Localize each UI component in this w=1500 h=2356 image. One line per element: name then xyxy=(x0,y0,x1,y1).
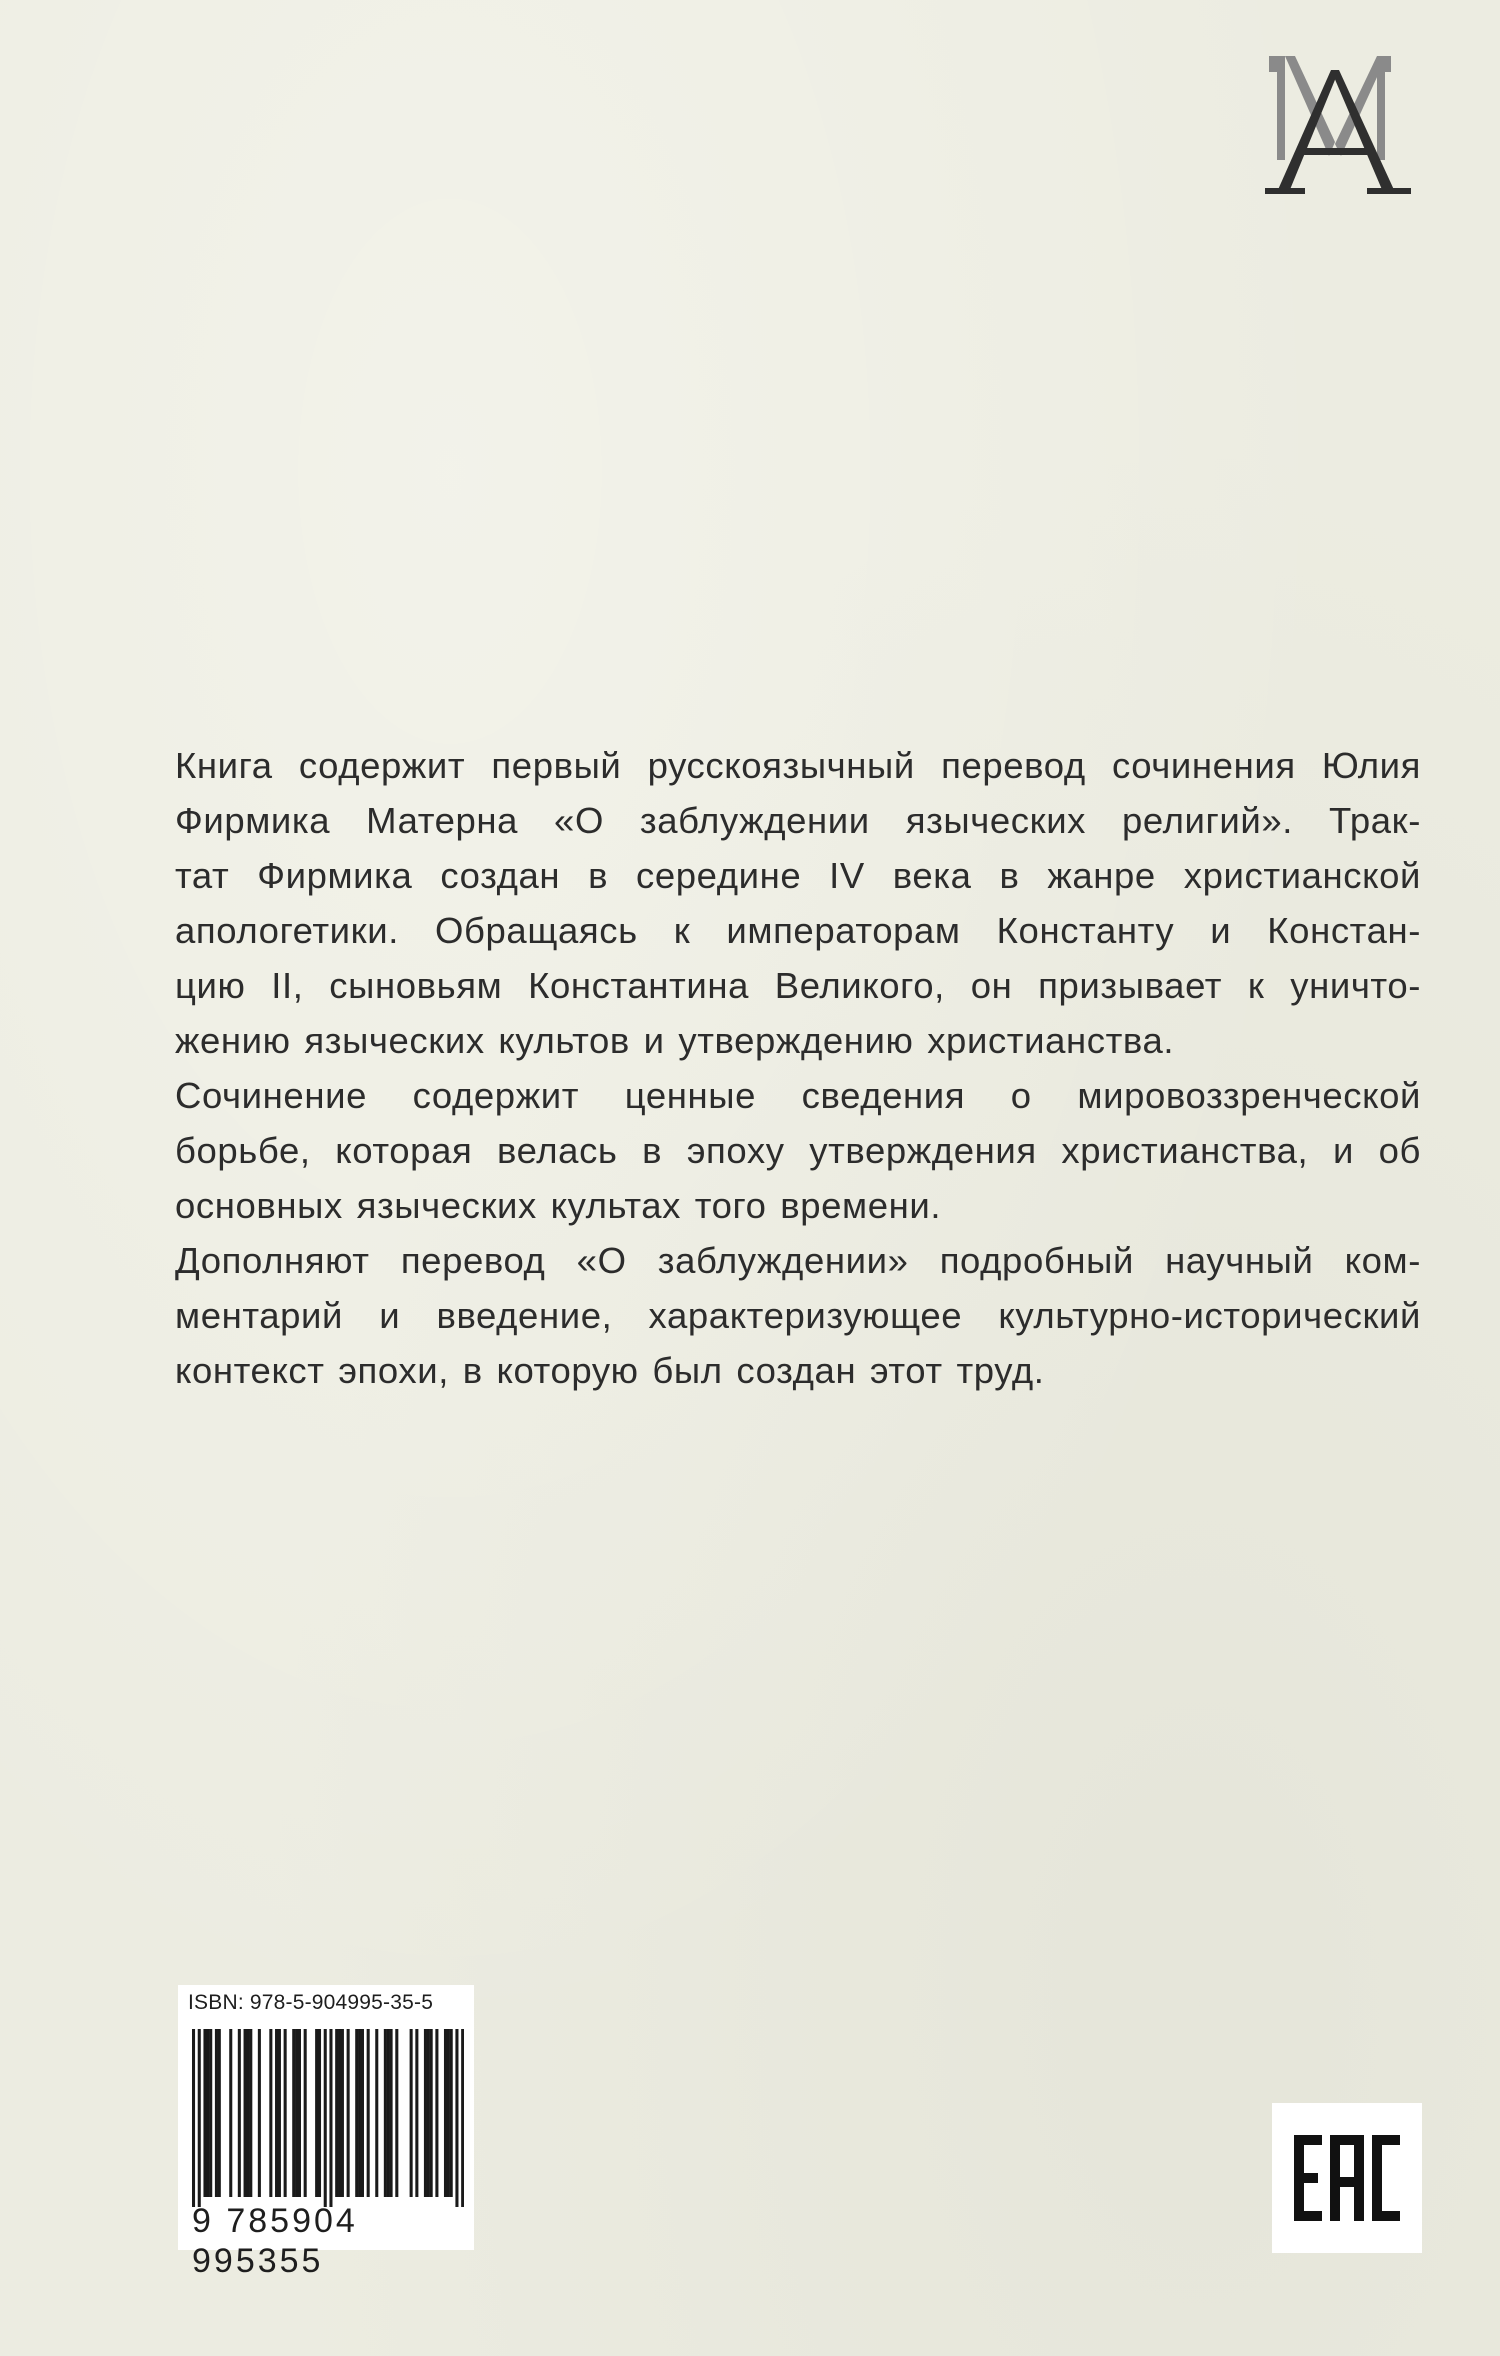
barcode-bar xyxy=(249,2029,252,2197)
barcode-bar xyxy=(338,2029,341,2197)
barcode-bar xyxy=(355,2029,358,2197)
barcode-bar xyxy=(384,2029,387,2197)
annotation-paragraph xyxy=(175,1233,1421,1398)
barcode-bar xyxy=(435,2029,438,2197)
barcode-bar xyxy=(304,2029,307,2197)
publisher-logo xyxy=(1255,50,1415,200)
barcode-bar xyxy=(203,2029,206,2197)
barcode-bar xyxy=(335,2029,338,2197)
text-line: борьбе, которая велась в эпоху утверждения христианства, и об xyxy=(175,1130,1421,1171)
barcode-bar xyxy=(298,2029,301,2197)
barcode-bar xyxy=(238,2029,241,2197)
publisher-am-monogram-icon xyxy=(1255,50,1415,200)
barcode-bar xyxy=(358,2029,361,2197)
barcode-bar xyxy=(395,2029,398,2197)
isbn-barcode xyxy=(178,1985,474,2280)
text-line: Фирмика Матерна «О заблуждении языческих религий». Трак- xyxy=(175,800,1421,841)
annotation-paragraph xyxy=(175,738,1421,1068)
text-line: основных языческих культах того времени. xyxy=(175,1185,942,1226)
barcode-digits: 9 785904 995355 xyxy=(192,2202,358,2280)
annotation-paragraph xyxy=(175,1068,1421,1233)
barcode-bar xyxy=(427,2029,430,2197)
barcode-bar xyxy=(415,2029,418,2197)
barcode-bar xyxy=(292,2029,295,2197)
barcode-bar xyxy=(318,2029,321,2197)
barcode-bar xyxy=(278,2029,281,2197)
isbn-label: ISBN: 978-5-904995-35-5 xyxy=(188,1991,434,2014)
eac-mark xyxy=(1272,2103,1422,2253)
barcode-bar xyxy=(455,2029,458,2207)
barcode-bar xyxy=(347,2029,350,2197)
barcode-bar xyxy=(375,2029,378,2197)
barcode-bar xyxy=(461,2029,464,2207)
barcode-bar xyxy=(209,2029,212,2197)
text-line: тат Фирмика создан в середине IV века в жанре христианской xyxy=(175,855,1421,896)
text-line: контекст эпохи, в которую был создан этот труд. xyxy=(175,1350,1045,1391)
barcode-bar xyxy=(192,2029,195,2207)
barcode-bar xyxy=(244,2029,247,2197)
barcode-bar xyxy=(341,2029,344,2197)
barcode-bar xyxy=(198,2029,201,2207)
barcode-icon xyxy=(192,2029,464,2207)
barcode-bar xyxy=(315,2029,318,2197)
text-line: Дополняют перевод «О заблуждении» подробный научный ком- xyxy=(175,1240,1421,1281)
barcode-bar xyxy=(206,2029,209,2197)
barcode-bar xyxy=(284,2029,287,2197)
barcode-bar xyxy=(361,2029,364,2197)
barcode-bar xyxy=(275,2029,278,2197)
barcode-bar xyxy=(269,2029,272,2197)
barcode-bar xyxy=(424,2029,427,2197)
text-line: Сочинение содержит ценные сведения о мировоззренческой xyxy=(175,1075,1421,1116)
barcode-bar xyxy=(295,2029,298,2197)
barcode-bar xyxy=(258,2029,261,2197)
text-line: цию II, сыновьям Константина Великого, он призывает к уничто- xyxy=(175,965,1421,1006)
text-line: ментарий и введение, характеризующее культурно-исторический xyxy=(175,1295,1421,1336)
barcode-bar xyxy=(410,2029,413,2197)
text-line: Книга содержит первый русскоязычный перевод сочинения Юлия xyxy=(175,745,1421,786)
barcode-bar xyxy=(229,2029,232,2197)
barcode-bar xyxy=(444,2029,447,2197)
book-annotation xyxy=(175,738,1421,1398)
barcode-bar xyxy=(324,2029,327,2207)
eac-conformity-mark-icon xyxy=(1272,2103,1422,2253)
barcode-bar xyxy=(430,2029,433,2197)
text-line: жению языческих культов и утверждению христианства. xyxy=(175,1020,1175,1061)
barcode-bar xyxy=(329,2029,332,2207)
barcode-bar xyxy=(218,2029,221,2197)
barcode-bar xyxy=(246,2029,249,2197)
barcode-bar xyxy=(390,2029,393,2197)
barcode-bar xyxy=(215,2029,218,2197)
barcode-bar xyxy=(447,2029,450,2197)
barcode-bar xyxy=(387,2029,390,2197)
barcode-bar xyxy=(367,2029,370,2197)
text-line: апологетики. Обращаясь к императорам Константу и Констан- xyxy=(175,910,1421,951)
barcode-bar xyxy=(450,2029,453,2197)
